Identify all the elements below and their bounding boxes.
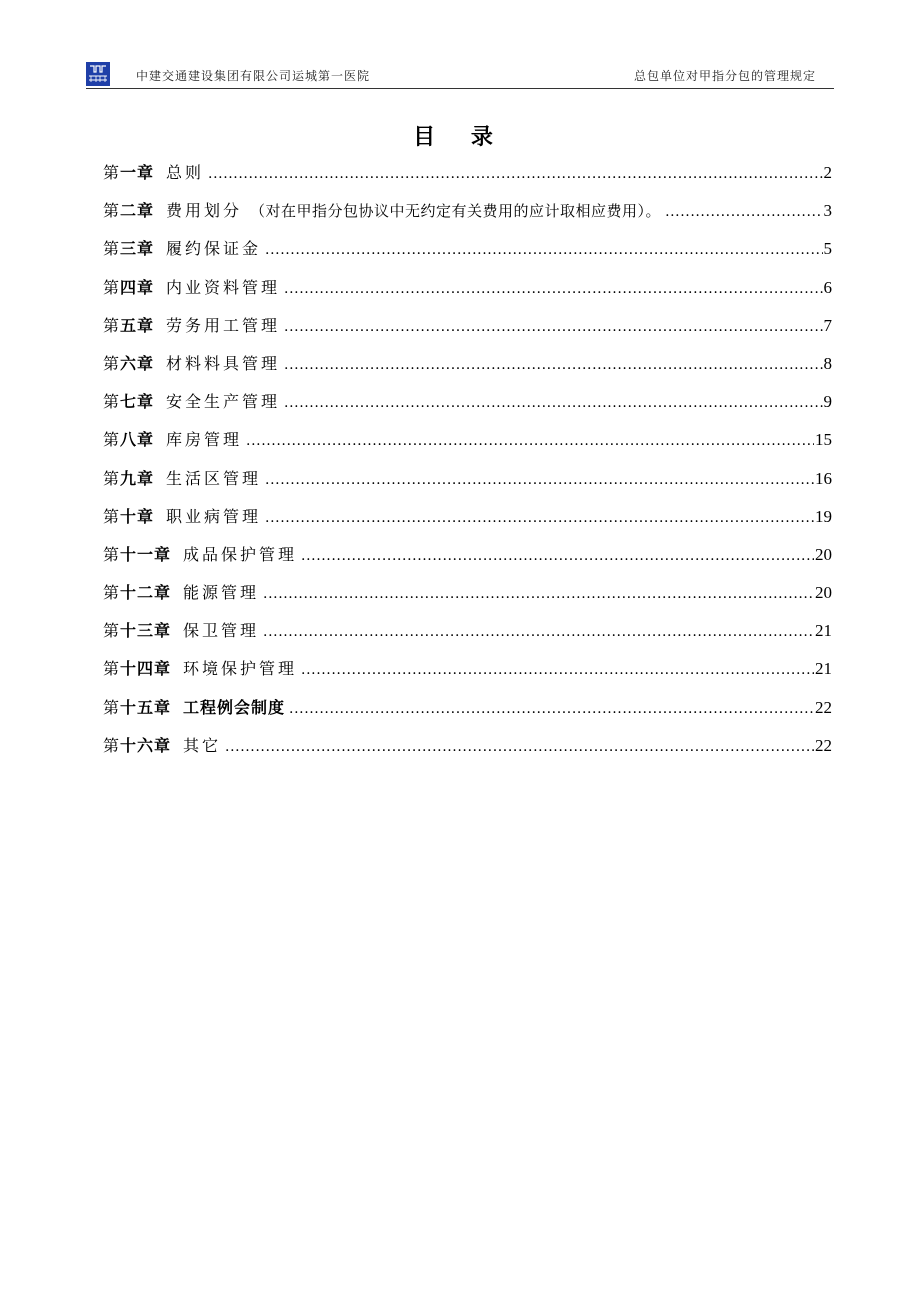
toc-entry[interactable] <box>103 234 832 272</box>
toc-entry[interactable] <box>103 616 832 654</box>
toc-chapter-prefix: 第 <box>103 392 121 412</box>
toc-chapter-prefix: 第 <box>103 201 121 221</box>
toc-page-number: 9 <box>823 392 832 412</box>
page-header <box>86 60 834 89</box>
toc-chapter-ordinal: 十五章 <box>120 697 172 717</box>
toc-leader-dots <box>284 354 822 376</box>
toc-chapter-number <box>103 468 154 490</box>
toc-chapter-number <box>103 277 154 299</box>
toc-chapter-name: 劳务用工管理 <box>166 315 281 335</box>
toc-page-number: 21 <box>815 621 832 641</box>
toc-chapter-ordinal: 十六章 <box>120 735 172 755</box>
toc-chapter-name: 工程例会制度 <box>183 697 286 717</box>
toc-page-number: 21 <box>815 659 832 679</box>
toc-chapter-ordinal: 八章 <box>120 430 155 450</box>
toc-leader-dots <box>301 659 814 681</box>
toc-chapter-number <box>103 353 154 375</box>
toc-leader-dots <box>284 316 822 338</box>
toc-chapter-number <box>103 162 154 184</box>
toc-chapter-number <box>103 315 154 337</box>
toc-page-number: 8 <box>823 353 832 373</box>
toc-chapter-ordinal: 五章 <box>120 315 155 335</box>
toc-chapter-ordinal: 十四章 <box>120 659 172 679</box>
toc-chapter-ordinal: 十一章 <box>120 544 172 564</box>
toc-chapter-ordinal: 七章 <box>120 392 155 412</box>
toc-entry[interactable] <box>103 502 832 540</box>
toc-leader-dots <box>265 239 822 261</box>
toc-leader-dots <box>208 163 822 185</box>
toc-chapter-number <box>103 735 171 757</box>
toc-chapter-ordinal: 十章 <box>120 506 155 526</box>
toc-chapter-name: 费用划分 <box>166 201 243 221</box>
toc-entry[interactable] <box>103 273 832 311</box>
toc-chapter-name: 职业病管理 <box>166 506 262 526</box>
toc-page-number: 20 <box>815 544 832 564</box>
toc-leader-dots <box>284 392 822 414</box>
toc-entry[interactable] <box>103 425 832 463</box>
toc-chapter-ordinal: 二章 <box>120 201 155 221</box>
toc-chapter-ordinal: 一章 <box>120 163 155 182</box>
toc-chapter-prefix: 第 <box>103 353 121 373</box>
toc-entry[interactable] <box>103 464 832 502</box>
toc-page-number: 16 <box>815 468 832 488</box>
toc-leader-dots <box>665 201 822 223</box>
toc-leader-dots <box>263 583 814 605</box>
toc-entry[interactable] <box>103 654 832 692</box>
toc-chapter-name: 成品保护管理 <box>183 544 298 564</box>
toc-chapter-name: 保卫管理 <box>183 621 260 641</box>
toc-leader-dots <box>289 698 814 720</box>
toc-chapter-note: （对在甲指分包协议中无约定有关费用的应计取相应费用）。 <box>250 202 662 221</box>
toc-entry[interactable] <box>103 158 832 196</box>
toc-leader-dots <box>284 278 822 300</box>
toc-chapter-number <box>103 620 171 642</box>
toc-title: 目 录 <box>413 125 507 150</box>
toc-chapter-name: 内业资料管理 <box>166 277 281 297</box>
toc-chapter-ordinal: 四章 <box>120 277 155 297</box>
toc-chapter-prefix: 第 <box>103 544 121 564</box>
toc-chapter-number <box>103 544 171 566</box>
toc-entry[interactable] <box>103 693 832 731</box>
toc-page-number: 2 <box>823 163 832 182</box>
toc-chapter-ordinal: 六章 <box>120 353 155 373</box>
toc-page-number: 20 <box>815 583 832 603</box>
toc-entry[interactable] <box>103 731 832 769</box>
toc-page-number: 22 <box>815 735 832 755</box>
toc-page-number: 15 <box>815 430 832 450</box>
toc-chapter-number <box>103 506 154 528</box>
toc-chapter-prefix: 第 <box>103 735 121 755</box>
toc-chapter-prefix: 第 <box>103 430 121 450</box>
toc-chapter-number <box>103 697 171 719</box>
cscec-logo-icon <box>86 62 110 86</box>
toc-chapter-prefix: 第 <box>103 239 121 259</box>
toc-chapter-name: 生活区管理 <box>166 468 262 488</box>
toc-chapter-number <box>103 658 171 680</box>
toc-chapter-prefix: 第 <box>103 163 121 182</box>
toc-entry[interactable] <box>103 578 832 616</box>
toc-page-number: 22 <box>815 697 832 717</box>
toc-page-number: 19 <box>815 506 832 526</box>
company-name: 中建交通建设集团有限公司运城第一医院 <box>136 69 371 83</box>
toc-chapter-prefix: 第 <box>103 315 121 335</box>
toc-chapter-number <box>103 391 154 413</box>
toc-chapter-name: 环境保护管理 <box>183 659 298 679</box>
toc-chapter-prefix: 第 <box>103 659 121 679</box>
toc-leader-dots <box>265 507 814 529</box>
toc-entry[interactable] <box>103 387 832 425</box>
toc-chapter-name: 能源管理 <box>183 583 260 603</box>
toc-leader-dots <box>246 430 814 452</box>
toc-chapter-name: 库房管理 <box>166 430 243 450</box>
toc-chapter-ordinal: 十二章 <box>120 583 172 603</box>
toc-chapter-number <box>103 429 154 451</box>
toc-page-number: 7 <box>823 315 832 335</box>
toc-page-number: 3 <box>823 201 832 221</box>
toc-entry[interactable] <box>103 311 832 349</box>
toc-chapter-name: 材料料具管理 <box>166 353 281 373</box>
toc-entry[interactable] <box>103 540 832 578</box>
toc-chapter-number <box>103 582 171 604</box>
toc-chapter-number <box>103 200 154 222</box>
toc-chapter-prefix: 第 <box>103 506 121 526</box>
toc-chapter-name: 总则 <box>166 163 205 182</box>
toc-chapter-ordinal: 九章 <box>120 468 155 488</box>
toc-leader-dots <box>263 621 814 643</box>
toc-chapter-name: 安全生产管理 <box>166 392 281 412</box>
toc-chapter-number <box>103 238 154 260</box>
toc-chapter-prefix: 第 <box>103 277 121 297</box>
toc-chapter-name: 履约保证金 <box>166 239 262 259</box>
toc-chapter-prefix: 第 <box>103 583 121 603</box>
toc-chapter-prefix: 第 <box>103 468 121 488</box>
document-title: 总包单位对甲指分包的管理规定 <box>633 69 816 83</box>
table-of-contents <box>103 158 832 769</box>
toc-chapter-name: 其它 <box>183 735 222 755</box>
toc-page-number: 6 <box>823 277 832 297</box>
toc-entry[interactable] <box>103 196 832 234</box>
toc-leader-dots <box>225 736 814 758</box>
toc-leader-dots <box>265 469 814 491</box>
toc-chapter-prefix: 第 <box>103 697 121 717</box>
toc-leader-dots <box>301 545 814 567</box>
toc-entry[interactable] <box>103 349 832 387</box>
toc-chapter-ordinal: 三章 <box>120 239 155 259</box>
toc-chapter-ordinal: 十三章 <box>120 621 172 641</box>
toc-chapter-prefix: 第 <box>103 621 121 641</box>
toc-page-number: 5 <box>823 239 832 259</box>
